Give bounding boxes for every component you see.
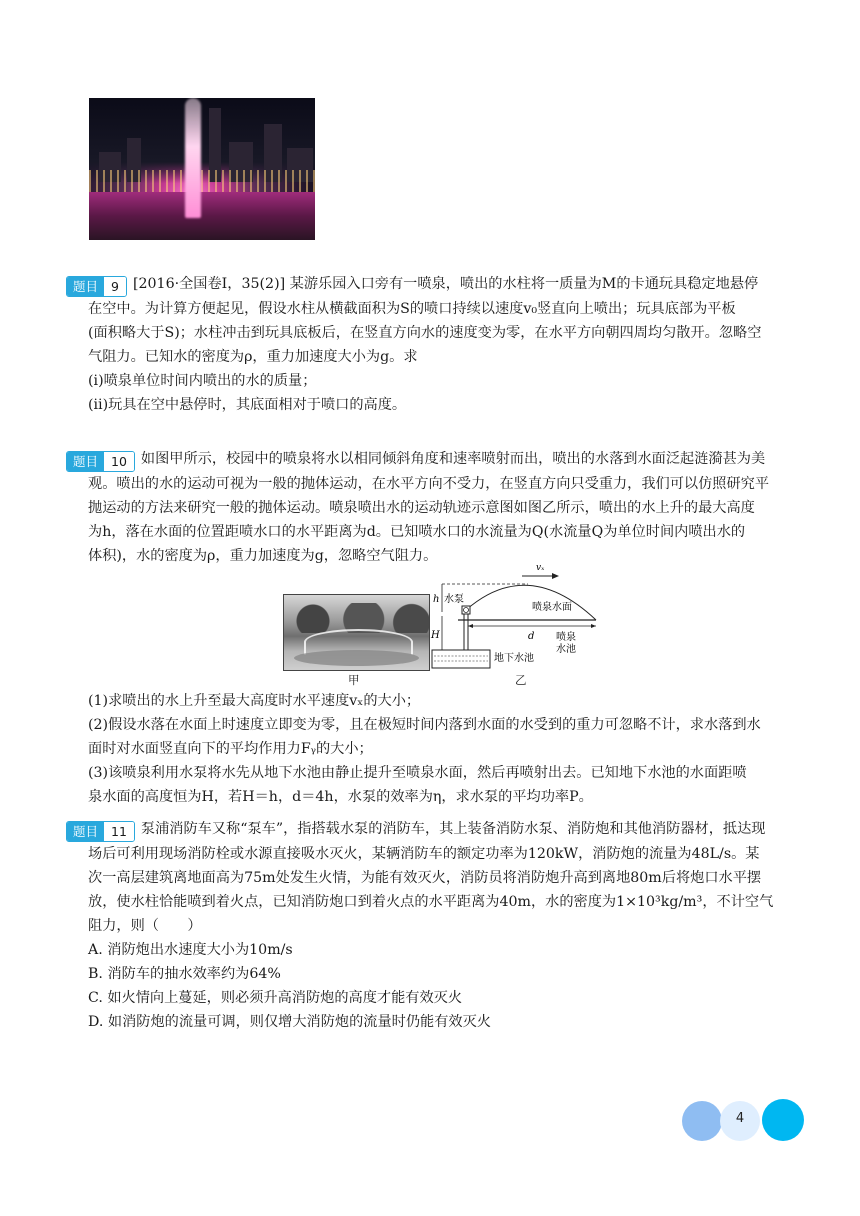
- q9-line-3: (面积略大于S)；水柱冲击到玩具底板后，在竖直方向水的速度变为零，在水平方向朝四周均匀散开。忽略空: [88, 325, 762, 341]
- page-number: 4: [735, 1111, 745, 1126]
- q9-line-2: 在空中。为计算方便起见，假设水柱从横截面积为S的喷口持续以速度v₀竖直向上喷出；玩具底部为平板: [88, 301, 736, 317]
- q11-option-b: B. 消防车的抽水效率约为64%: [88, 966, 281, 982]
- q9-line-4: 气阻力。已知水的密度为ρ，重力加速度大小为g。求: [88, 349, 418, 365]
- q11-line-3: 次一高层建筑离地面高为75m处发生火情，为能有效灭火，消防员将消防炮升高到离地80m后将炮口水平摆: [88, 870, 762, 886]
- underground-pool: [432, 650, 490, 668]
- label-vx: vₓ: [536, 563, 545, 573]
- fountain-trajectory-diagram: [428, 562, 613, 672]
- label-pool-1: 喷泉: [556, 632, 576, 643]
- question-9: [66, 272, 798, 417]
- q11-option-c: C. 如火情向上蔓延，则必须升高消防炮的高度才能有效灭火: [88, 990, 463, 1006]
- q11-line-4: 放，使水柱恰能喷到着火点，已知消防炮口到着火点的水平距离为40m，水的密度为1×10³kg/m³，不计空气: [88, 894, 774, 910]
- question-tag: 题目 10: [66, 451, 135, 472]
- label-surface: 喷泉水面: [532, 602, 572, 613]
- q10-part-2a: (2)假设水落在水面上时速度立即变为零，且在极短时间内落到水面的水受到的重力可忽略不计，求水落到水: [88, 717, 761, 733]
- q10-line-2: 观。喷出的水的运动可视为一般的抛体运动，在水平方向不受力，在竖直方向只受重力，我们可以仿照研究平: [88, 476, 770, 492]
- d-arrow-left: [468, 624, 473, 628]
- q10-part-3b: 泉水面的高度恒为H，若H＝h，d＝4h，水泵的效率为η，求水泵的平均功率P。: [88, 789, 593, 805]
- q10-line-1: 题目 10 如图甲所示，校园中的喷泉将水以相同倾斜角度和速率喷射而出，喷出的水落到水面泛起涟漪甚为美: [66, 447, 798, 472]
- label-h: h: [433, 594, 440, 605]
- question-tag: 题目 9: [66, 276, 127, 297]
- label-pool-2: 水池: [556, 644, 576, 655]
- fountain-night-photo: [89, 98, 315, 240]
- q10-line-4: 为h，落在水面的位置距喷水口的水平距离为d。已知喷水口的水流量为Q(水流量Q为单位时间内喷出水的: [88, 524, 746, 540]
- campus-fountain-photo: [283, 594, 430, 671]
- label-underground: 地下水池: [494, 653, 534, 664]
- trajectory-arc: [466, 585, 596, 620]
- q10-parts: [88, 689, 798, 809]
- figure-yi-caption: 乙: [515, 673, 527, 687]
- q10-line-3: 抛运动的方法来研究一般的抛体运动。喷泉喷出水的运动轨迹示意图如图乙所示，喷出的水上升的最大高度: [88, 500, 755, 516]
- page-number-badge: [680, 1099, 810, 1144]
- q10-part-3a: (3)该喷泉利用水泵将水先从地下水池由静止提升至喷泉水面，然后再喷射出去。已知地下水池的水面距喷: [88, 765, 747, 781]
- q10-part-2b: 面时对水面竖直向下的平均作用力Fᵧ的大小；: [88, 741, 373, 757]
- q9-line-1: 题目 9 [2016·全国卷Ⅰ，35(2)] 某游乐园入口旁有一喷泉，喷出的水柱将一质量为M的卡通玩具稳定地悬停: [66, 272, 798, 297]
- q10-part-1: (1)求喷出的水上升至最大高度时水平速度vₓ的大小；: [88, 693, 421, 709]
- figure-jia-caption: 甲: [348, 673, 360, 687]
- q9-subq-1: (ⅰ)喷泉单位时间内喷出的水的质量；: [88, 373, 317, 389]
- question-11: [66, 817, 798, 1034]
- q11-option-d: D. 如消防炮的流量可调，则仅增大消防炮的流量时仍能有效灭火: [88, 1014, 491, 1030]
- label-H: H: [431, 630, 440, 641]
- d-arrow-right: [591, 624, 596, 628]
- question-10: [66, 447, 798, 568]
- q10-line-5: 体积)，水的密度为ρ，重力加速度为g，忽略空气阻力。: [88, 548, 438, 564]
- q11-line-1: 题目 11 泵浦消防车又称“泵车”，指搭载水泵的消防车，其上装备消防水泵、消防炮和其他消防器材，抵达现: [66, 817, 798, 842]
- q11-line-5: 阻力，则（ ）: [88, 918, 202, 934]
- q11-option-a: A. 消防炮出水速度大小为10m/s: [88, 942, 293, 958]
- label-d: d: [528, 631, 535, 642]
- question-tag: 题目 11: [66, 821, 135, 842]
- label-pump: 水泵: [444, 594, 464, 605]
- vx-arrowhead: [552, 573, 559, 579]
- q11-line-2: 场后可利用现场消防栓或水源直接吸水灭火，某辆消防车的额定功率为120kW，消防炮的流量为48L/s。某: [88, 846, 760, 862]
- q9-subq-2: (ⅱ)玩具在空中悬停时，其底面相对于喷口的高度。: [88, 397, 407, 413]
